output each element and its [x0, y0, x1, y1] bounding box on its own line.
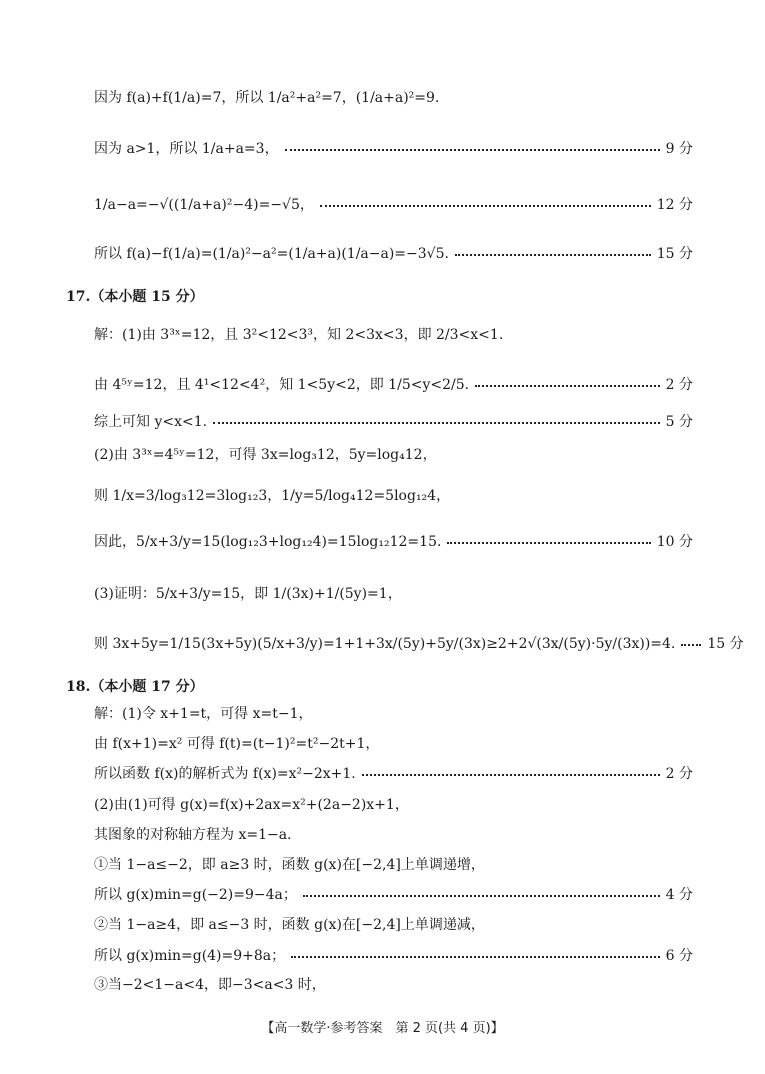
solution-line — [94, 763, 693, 783]
solution-line — [94, 485, 693, 505]
line-text: 解：(1)由 3³ˣ=12，且 3²<12<3³，知 2<3x<3，即 2/3<x<1. — [94, 327, 504, 343]
line-text: 17.（本小题 15 分） — [66, 289, 204, 305]
line-text: (3)证明：5/x+3/y=15，即 1/(3x)+1/(5y)=1， — [94, 586, 402, 602]
solution-line — [94, 531, 693, 551]
line-text: ②当 1−a≥4，即 a≤−3 时，函数 g(x)在[−2,4]上单调递减， — [94, 917, 485, 933]
solution-line — [94, 733, 693, 753]
solution-line — [94, 633, 744, 653]
dot-leader — [213, 422, 660, 424]
line-text: 所以 f(a)−f(1/a)=(1/a)²−a²=(1/a+a)(1/a−a)=−3√5. — [94, 246, 449, 262]
solution-line — [66, 286, 693, 306]
line-text: 综上可知 y<x<1. — [94, 414, 208, 430]
score-label: 2 分 — [665, 377, 693, 393]
solution-line — [94, 854, 693, 874]
line-text: 所以 g(x)min=g(−2)=9−4a； — [94, 887, 297, 903]
solution-line — [94, 87, 693, 107]
solution-line — [94, 945, 693, 965]
line-text: 所以 g(x)min=g(4)=9+8a； — [94, 948, 286, 964]
line-text: 因为 f(a)+f(1/a)=7，所以 1/a²+a²=7，(1/a+a)²=9. — [94, 90, 440, 106]
score-label: 9 分 — [665, 141, 693, 157]
line-text: 由 f(x+1)=x² 可得 f(t)=(t−1)²=t²−2t+1， — [94, 736, 380, 752]
score-label: 15 分 — [656, 246, 693, 262]
line-text: 则 1/x=3/log₃12=3log₁₂3，1/y=5/log₄12=5log₁₂4， — [94, 488, 451, 504]
dot-leader — [447, 542, 650, 544]
solution-line — [94, 974, 693, 994]
line-text: 因此，5/x+3/y=15(log₁₂3+log₁₂4)=15log₁₂12=15. — [94, 534, 442, 550]
line-text: 1/a−a=−√((1/a+a)²−4)=−√5， — [94, 197, 314, 213]
line-text: 则 3x+5y=1/15(3x+5y)(5/x+3/y)=1+1+3x/(5y)+5y/(3x)≥2+2√(3x/(5y)·5y/(3x))=4. — [94, 636, 676, 652]
solution-line — [66, 676, 693, 696]
solution-line — [94, 411, 693, 431]
score-label: 5 分 — [665, 414, 693, 430]
line-text: 由 4⁵ʸ=12，且 4¹<12<4²，知 1<5y<2，即 1/5<y<2/5. — [94, 377, 470, 393]
dot-leader — [455, 254, 651, 256]
solution-line — [94, 824, 693, 844]
line-text: 所以函数 f(x)的解析式为 f(x)=x²−2x+1. — [94, 766, 356, 782]
score-label: 10 分 — [656, 534, 693, 550]
solution-line — [94, 444, 693, 464]
solution-line — [94, 243, 693, 263]
solution-line — [94, 374, 693, 394]
dot-leader — [291, 956, 659, 958]
line-text: ③当−2<1−a<4，即−3<a<3 时， — [94, 977, 326, 993]
solution-line — [94, 914, 693, 934]
score-label: 15 分 — [707, 636, 744, 652]
solution-line — [94, 703, 693, 723]
line-text: (2)由 3³ˣ=4⁵ʸ=12，可得 3x=log₃12，5y=log₄12， — [94, 447, 437, 463]
solution-line — [94, 138, 693, 158]
score-label: 12 分 — [656, 197, 693, 213]
line-text: 其图象的对称轴方程为 x=1−a. — [94, 827, 292, 843]
solution-line — [94, 583, 693, 603]
solution-line — [94, 794, 693, 814]
line-text: 因为 a>1，所以 1/a+a=3， — [94, 141, 279, 157]
dot-leader — [362, 774, 660, 776]
dot-leader — [285, 149, 660, 151]
solution-line — [94, 884, 693, 904]
dot-leader — [320, 205, 651, 207]
solution-line — [94, 324, 693, 344]
dot-leader — [475, 385, 660, 387]
page-footer: 【高一数学·参考答案 第 2 页(共 4 页)】 — [261, 1021, 504, 1036]
line-text: 解：(1)令 x+1=t，可得 x=t−1， — [94, 706, 313, 722]
line-text: 18.（本小题 17 分） — [66, 679, 204, 695]
score-label: 2 分 — [665, 766, 693, 782]
dot-leader — [681, 644, 701, 646]
solution-line — [94, 194, 693, 214]
score-label: 6 分 — [665, 948, 693, 964]
score-label: 4 分 — [665, 887, 693, 903]
line-text: (2)由(1)可得 g(x)=f(x)+2ax=x²+(2a−2)x+1， — [94, 797, 409, 813]
dot-leader — [303, 895, 660, 897]
line-text: ①当 1−a≤−2，即 a≥3 时，函数 g(x)在[−2,4]上单调递增， — [94, 857, 485, 873]
